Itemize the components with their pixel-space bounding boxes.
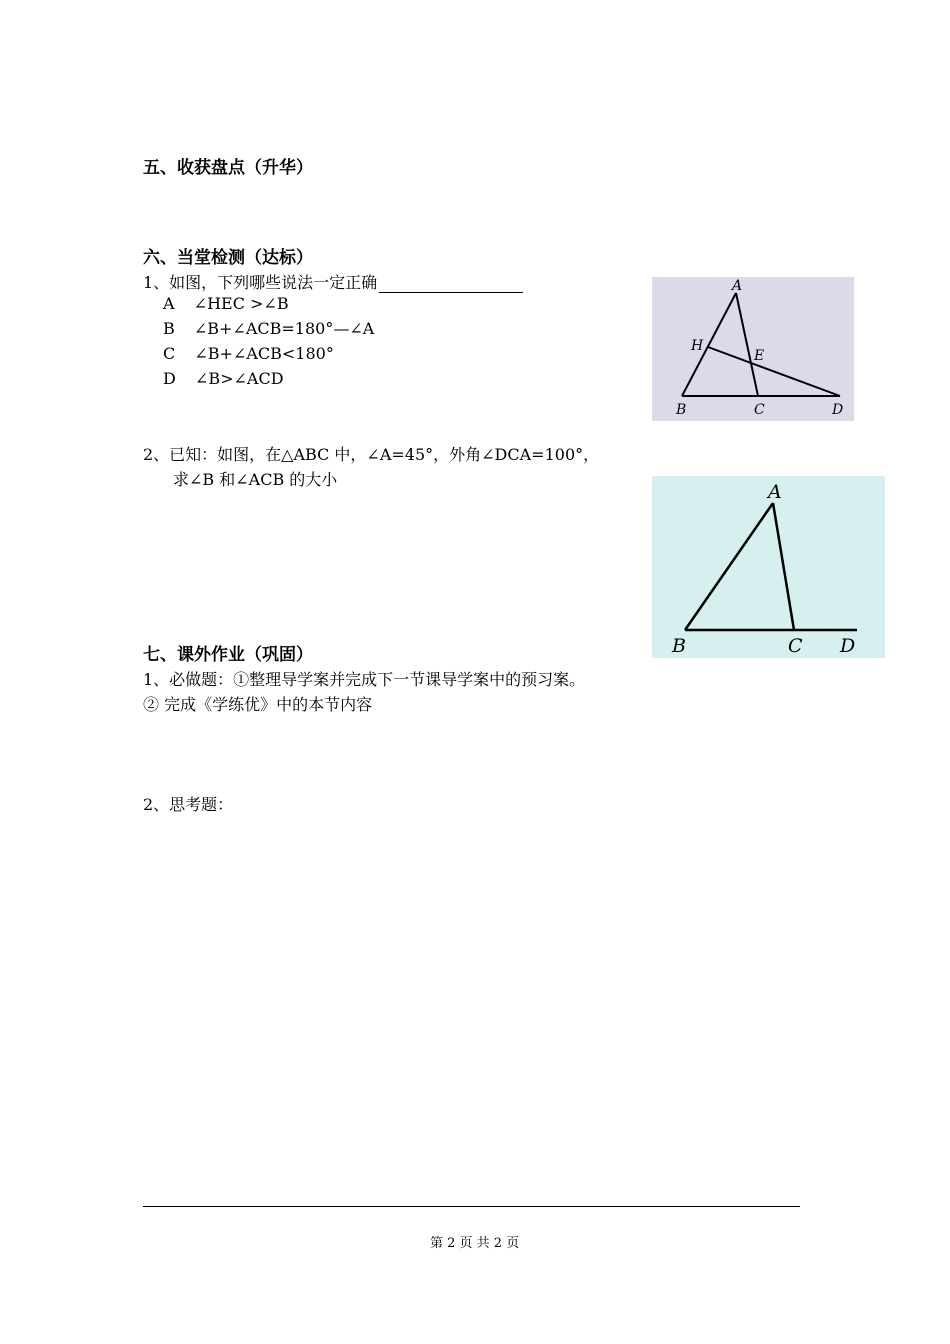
homework-item-1-line-2: ② 完成《学练优》中的本节内容 (143, 695, 373, 714)
option-c (163, 344, 334, 363)
label-c: C (754, 402, 765, 418)
option-text: ∠HEC >∠B (193, 294, 289, 313)
option-letter: D (163, 369, 176, 388)
option-d (163, 369, 284, 388)
question-2-line-1: 2、已知：如图，在△ABC 中，∠A=45°，外角∠DCA=100°， (143, 445, 600, 464)
label-a: A (768, 481, 782, 503)
label-b: B (676, 402, 687, 418)
section-6-heading: 六、当堂检测（达标） (143, 248, 313, 268)
option-letter: C (163, 344, 176, 363)
label-h: H (691, 338, 704, 354)
footer-divider (143, 1206, 800, 1207)
option-text: ∠B+∠ACB=180°—∠A (193, 319, 375, 338)
label-a: A (732, 278, 743, 294)
section-5-heading: 五、收获盘点（升华） (143, 158, 313, 178)
label-d: D (840, 635, 856, 657)
section-7-heading: 七、课外作业（巩固） (143, 645, 313, 665)
option-b (163, 319, 374, 338)
homework-item-1-line-1: 1、必做题：①整理导学案并完成下一节课导学案中的预习案。 (143, 670, 586, 689)
label-b: B (672, 635, 686, 657)
label-e: E (754, 348, 765, 364)
option-text: ∠B+∠ACB<180° (194, 344, 334, 363)
question-1-stem (143, 270, 523, 293)
option-a (163, 294, 289, 313)
question-2-line-2: 求∠B 和∠ACB 的大小 (173, 470, 338, 489)
option-letter: A (163, 294, 175, 313)
figure-1-triangle-hec (652, 277, 854, 421)
label-d: D (832, 402, 844, 418)
answer-blank (379, 278, 523, 293)
question-1-text: 1、如图，下列哪些说法一定正确 (143, 273, 378, 292)
homework-item-2: 2、思考题： (143, 795, 234, 814)
page-number: 第 2 页 共 2 页 (430, 1236, 520, 1251)
label-c: C (788, 635, 803, 657)
figure-1-background (652, 277, 854, 421)
figure-2-triangle-abc (652, 476, 885, 658)
option-letter: B (163, 319, 175, 338)
option-text: ∠B>∠ACD (194, 369, 284, 388)
